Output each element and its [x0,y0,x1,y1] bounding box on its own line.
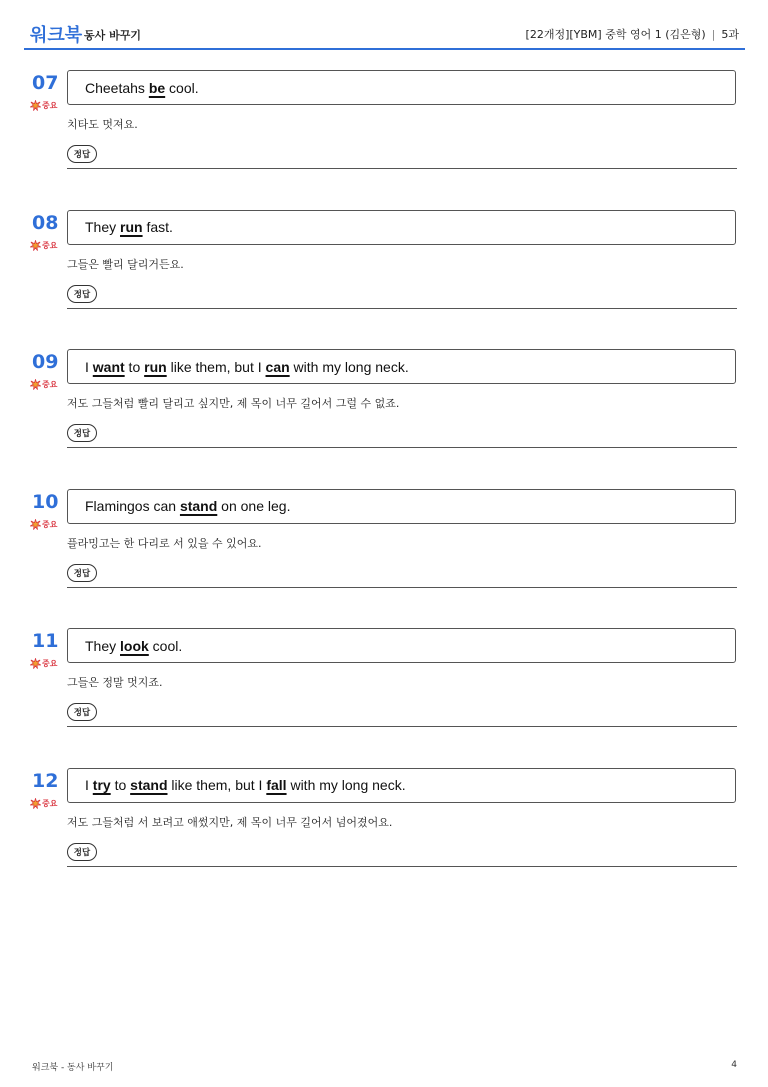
question-item [0,210,768,320]
important-label: 중요 [42,659,58,668]
important-label: 중요 [42,798,58,808]
target-verb: look [120,637,149,654]
sentence-box [67,349,736,384]
sentence-text: I [85,358,93,375]
question-number: 07 [32,72,59,94]
sentence-box [67,70,736,105]
important-badge [30,240,57,251]
sentence-text: cool. [165,79,199,96]
sentence-text: with my long neck. [286,777,406,793]
star-burst-icon [30,100,41,111]
star-burst-icon [30,379,41,390]
important-label: 중요 [42,380,58,389]
star-burst-icon [30,798,41,809]
question-item [0,70,768,180]
sentence-box [67,628,736,663]
target-verb: be [148,79,166,96]
target-verb: fall [266,777,287,793]
course-info [526,26,739,42]
sentence-text: to [110,777,131,793]
question-number: 09 [32,351,59,373]
important-badge [30,519,57,530]
sentence-text: fast. [142,219,173,235]
important-badge [30,798,57,809]
question-item [0,768,768,878]
star-burst-icon [30,519,41,530]
target-verb: try [92,777,111,793]
sentence-text: cool. [148,637,183,654]
sentence-text: on one leg. [217,498,291,514]
question-number: 11 [32,630,59,652]
question-divider [67,447,737,448]
sentence-box [67,768,736,803]
sentence-text: Cheetahs [85,79,149,96]
question-divider [67,587,737,588]
korean-translation: 그들은 빨리 달리거든요. [67,257,184,271]
footer-title: 워크북 - 동사 바꾸기 [32,1063,114,1073]
question-item [0,489,768,599]
target-verb: run [144,358,167,375]
question-item [0,628,768,738]
brand-title: 워크북 [30,25,83,46]
sentence-text: to [124,358,145,375]
target-verb: stand [179,498,218,514]
question-item [0,349,768,459]
sentence-text: like them, but I [166,358,266,375]
sentence-text: They [85,219,121,235]
question-divider [67,866,737,867]
question-number: 08 [32,211,59,234]
answer-button[interactable]: 정답 [67,843,97,861]
answer-button[interactable]: 정답 [67,285,97,303]
korean-translation: 그들은 정말 멋지죠. [67,676,163,689]
header-separator: | [711,28,716,41]
page-number: 4 [731,1060,737,1070]
korean-translation: 저도 그들처럼 빨리 달리고 싶지만, 제 목이 너무 길어서 그럴 수 없죠. [67,397,400,410]
question-divider [67,308,737,309]
question-divider [67,726,737,727]
answer-button[interactable]: 정답 [67,145,97,163]
korean-translation: 플라밍고는 한 다리로 서 있을 수 있어요. [67,536,262,550]
important-label: 중요 [42,519,58,529]
korean-translation: 저도 그들처럼 서 보려고 애썼지만, 제 목이 너무 길어서 넘어졌어요. [67,815,393,829]
target-verb: run [120,219,143,235]
sentence-text: I [85,777,93,793]
important-label: 중요 [42,101,58,110]
important-badge [30,100,57,111]
sentence-text: like them, but I [167,777,267,793]
target-verb: can [265,358,290,375]
sentence-text: with my long neck. [289,358,409,375]
target-verb: stand [130,777,168,793]
sentence-box [67,489,736,524]
star-burst-icon [30,658,41,669]
question-number: 12 [32,769,59,792]
target-verb: want [92,358,125,375]
sentence-text: They [85,637,121,654]
important-badge [30,658,57,669]
answer-button[interactable]: 정답 [67,564,97,582]
sentence-text: Flamingos can [85,498,180,514]
important-badge [30,379,57,390]
question-number: 10 [32,490,59,513]
sentence-box [67,210,736,245]
page-header [24,18,745,50]
workbook-subtitle: 동사 바꾸기 [84,29,141,42]
lesson-label: 5과 [721,28,739,41]
answer-button[interactable]: 정답 [67,424,97,442]
answer-button[interactable]: 정답 [67,703,97,721]
korean-translation: 치타도 멋져요. [67,118,138,131]
question-divider [67,168,737,169]
star-burst-icon [30,240,41,251]
course-title: [22개정][YBM] 중학 영어 1 (김은형) [525,28,706,41]
important-label: 중요 [42,240,58,250]
